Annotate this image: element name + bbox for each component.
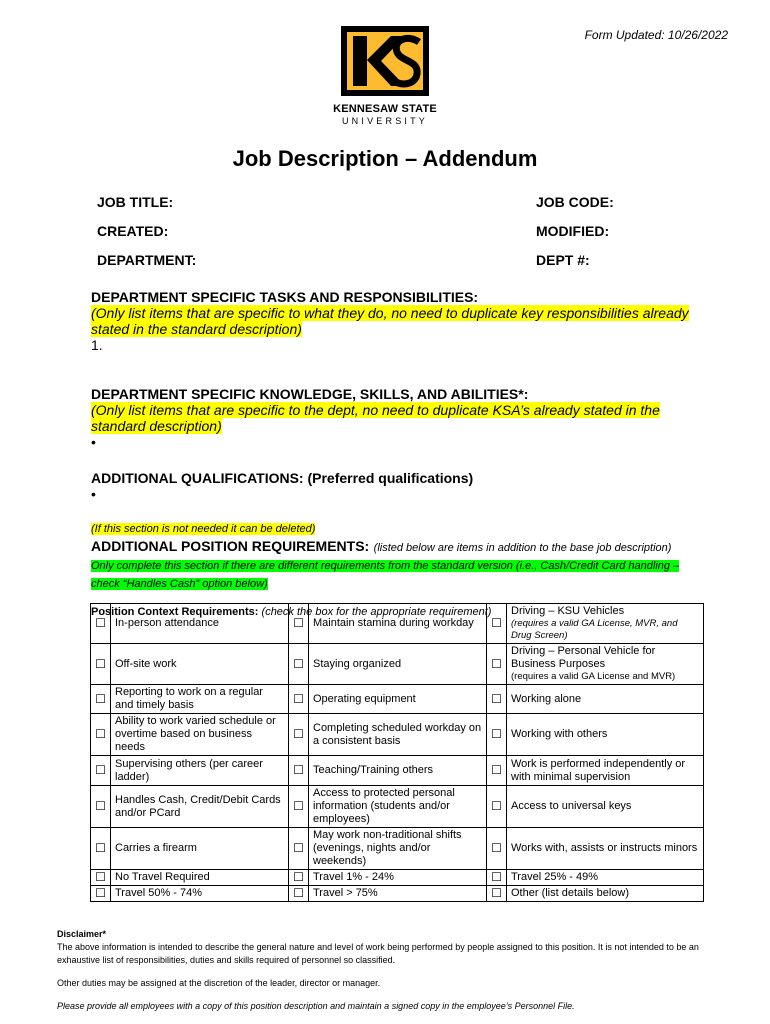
requirement-label bbox=[507, 644, 704, 685]
context-note: (check the box for the appropriate requirement) bbox=[261, 606, 492, 618]
requirement-label bbox=[111, 644, 289, 685]
requirement-text: Access to universal keys bbox=[511, 800, 632, 812]
driving-requirement-note: (requires a valid GA License and MVR) bbox=[511, 671, 676, 682]
table-row bbox=[91, 786, 704, 828]
disclaimer-p1: The above information is intended to describe the general nature and level of work being performed by people assigned to this position. It is not intended to be an exhaustive list of responsibilities, duties and skills required of personnel so classified. bbox=[57, 942, 699, 965]
table-row bbox=[91, 604, 704, 644]
requirement-checkbox[interactable]: ☐ bbox=[487, 828, 507, 870]
requirement-label bbox=[309, 756, 487, 786]
table-row bbox=[91, 886, 704, 902]
requirement-text: May work non-traditional shifts (evenings, nights and/or weekends) bbox=[313, 829, 462, 867]
table-row bbox=[91, 644, 704, 685]
requirement-text: Supervising others (per career ladder) bbox=[115, 757, 263, 783]
requirement-checkbox[interactable]: ☐ bbox=[91, 714, 111, 756]
disclaimer-p2: Other duties may be assigned at the discretion of the leader, director or manager. bbox=[57, 978, 381, 988]
job-title-label: JOB TITLE: bbox=[97, 194, 174, 210]
ksa-heading: DEPARTMENT SPECIFIC KNOWLEDGE, SKILLS, AND ABILITIES*: bbox=[91, 386, 529, 402]
requirement-checkbox[interactable]: ☐ bbox=[289, 828, 309, 870]
requirement-checkbox[interactable]: ☐ bbox=[289, 714, 309, 756]
requirement-checkbox[interactable]: ☐ bbox=[487, 604, 507, 644]
requirement-text: Work is performed independently or with minimal supervision bbox=[511, 757, 686, 783]
requirement-checkbox[interactable]: ☐ bbox=[289, 644, 309, 685]
requirement-label bbox=[507, 604, 704, 644]
table-row bbox=[91, 756, 704, 786]
requirement-text: Travel > 75% bbox=[313, 887, 378, 899]
requirement-checkbox[interactable]: ☐ bbox=[289, 685, 309, 714]
requirement-checkbox[interactable]: ☐ bbox=[487, 870, 507, 886]
requirement-label bbox=[111, 886, 289, 902]
tasks-item-1: 1. bbox=[91, 337, 103, 353]
created-label: CREATED: bbox=[97, 223, 169, 239]
table-row bbox=[91, 870, 704, 886]
requirement-checkbox[interactable]: ☐ bbox=[91, 886, 111, 902]
requirement-text: Working with others bbox=[511, 728, 608, 740]
requirement-label bbox=[507, 685, 704, 714]
requirement-checkbox[interactable]: ☐ bbox=[487, 685, 507, 714]
ks-logo-icon bbox=[337, 22, 433, 100]
job-code-label: JOB CODE: bbox=[536, 194, 614, 210]
requirement-label bbox=[111, 685, 289, 714]
disclaimer-heading: Disclaimer* bbox=[57, 929, 107, 939]
requirement-label bbox=[309, 886, 487, 902]
requirement-label bbox=[309, 604, 487, 644]
requirement-text: Access to protected personal information (students and/or employees) bbox=[313, 787, 455, 825]
requirement-text: Maintain stamina during workday bbox=[313, 617, 474, 629]
requirement-checkbox[interactable]: ☐ bbox=[487, 786, 507, 828]
requirement-label bbox=[309, 644, 487, 685]
driving-requirement-note: (requires a valid GA License, MVR, and Drug Screen) bbox=[511, 618, 678, 641]
page-title: Job Description – Addendum bbox=[232, 146, 538, 171]
requirement-text: Ability to work varied schedule or overtime based on business needs bbox=[115, 715, 276, 753]
requirement-checkbox[interactable]: ☐ bbox=[487, 886, 507, 902]
requirement-label bbox=[111, 786, 289, 828]
disclaimer-p3: Please provide all employees with a copy of this position description and maintain a signed copy in the employee’s Personnel File. bbox=[57, 1001, 575, 1011]
requirement-label bbox=[111, 828, 289, 870]
requirement-label bbox=[309, 786, 487, 828]
requirement-checkbox[interactable]: ☐ bbox=[289, 786, 309, 828]
requirement-text: Completing scheduled workday on a consistent basis bbox=[313, 721, 482, 747]
requirement-checkbox[interactable]: ☐ bbox=[91, 644, 111, 685]
requirement-label bbox=[111, 714, 289, 756]
position-heading: ADDITIONAL POSITION REQUIREMENTS: bbox=[91, 538, 370, 554]
requirement-label bbox=[111, 756, 289, 786]
requirement-checkbox[interactable]: ☐ bbox=[289, 886, 309, 902]
form-updated-date: Form Updated: 10/26/2022 bbox=[584, 28, 728, 42]
additional-bullet: • bbox=[91, 486, 96, 502]
table-row bbox=[91, 714, 704, 756]
requirement-text: Reporting to work on a regular and timely basis bbox=[115, 686, 263, 711]
requirement-text: Travel 1% - 24% bbox=[313, 871, 394, 883]
requirement-checkbox[interactable]: ☐ bbox=[91, 685, 111, 714]
additional-section bbox=[91, 470, 691, 502]
delete-note: (If this section is not needed it can be deleted) bbox=[91, 523, 316, 535]
requirement-text: Handles Cash, Credit/Debit Cards and/or PCard bbox=[115, 793, 281, 819]
requirement-text: No Travel Required bbox=[115, 871, 210, 883]
requirement-text: Other (list details below) bbox=[511, 887, 629, 899]
requirement-label bbox=[309, 870, 487, 886]
requirement-text: Driving – KSU Vehicles bbox=[511, 605, 625, 617]
dept-number-label: DEPT #: bbox=[536, 252, 590, 268]
ksa-bullet: • bbox=[91, 434, 96, 450]
requirements-table bbox=[90, 603, 704, 902]
modified-label: MODIFIED: bbox=[536, 223, 610, 239]
requirement-checkbox[interactable]: ☐ bbox=[289, 870, 309, 886]
requirement-label bbox=[507, 756, 704, 786]
requirement-text: Operating equipment bbox=[313, 692, 416, 705]
requirement-label bbox=[309, 828, 487, 870]
university-subtitle: UNIVERSITY bbox=[341, 116, 428, 126]
requirement-checkbox[interactable]: ☐ bbox=[91, 828, 111, 870]
requirement-checkbox[interactable]: ☐ bbox=[487, 644, 507, 685]
requirement-checkbox[interactable]: ☐ bbox=[289, 604, 309, 644]
requirement-text: Off-site work bbox=[115, 657, 177, 670]
requirement-checkbox[interactable]: ☐ bbox=[91, 786, 111, 828]
green-note-line1: Only complete this section if there are different requirements from the standard version (i.e., Cash/Credit Card handling – bbox=[91, 560, 680, 572]
requirement-text: Staying organized bbox=[313, 657, 402, 670]
context-label: Position Context Requirements: bbox=[91, 606, 259, 618]
tasks-note-line1: (Only list items that are specific to what they do, no need to duplicate key responsibilities already bbox=[91, 305, 689, 321]
requirement-text: Travel 50% - 74% bbox=[115, 887, 203, 899]
requirement-label bbox=[309, 685, 487, 714]
table-row bbox=[91, 828, 704, 870]
ksa-note-line2: standard description) bbox=[91, 418, 222, 434]
green-note-line2: check “Handles Cash” option below) bbox=[91, 578, 268, 590]
requirement-text: Carries a firearm bbox=[115, 842, 197, 854]
ksa-section bbox=[91, 386, 691, 450]
requirement-text: In-person attendance bbox=[115, 617, 219, 629]
department-label: DEPARTMENT: bbox=[97, 252, 197, 268]
requirement-label bbox=[507, 714, 704, 756]
requirement-label bbox=[507, 786, 704, 828]
disclaimer bbox=[57, 928, 717, 1013]
requirement-checkbox[interactable]: ☐ bbox=[91, 756, 111, 786]
requirement-checkbox[interactable]: ☐ bbox=[91, 870, 111, 886]
university-logo bbox=[325, 22, 445, 126]
requirement-text: Works with, assists or instructs minors bbox=[511, 842, 698, 854]
tasks-section bbox=[91, 289, 691, 353]
requirement-label bbox=[507, 870, 704, 886]
additional-heading: ADDITIONAL QUALIFICATIONS: (Preferred qualifications) bbox=[91, 470, 474, 486]
requirement-label bbox=[309, 714, 487, 756]
requirement-label bbox=[507, 828, 704, 870]
position-heading-note: (listed below are items in addition to the base job description) bbox=[373, 542, 672, 554]
requirement-text: Working alone bbox=[511, 692, 582, 705]
requirement-checkbox[interactable]: ☐ bbox=[91, 604, 111, 644]
table-row bbox=[91, 685, 704, 714]
requirement-label bbox=[111, 870, 289, 886]
requirement-label bbox=[507, 886, 704, 902]
requirement-text: Driving – Personal Vehicle for Business Purposes bbox=[511, 645, 656, 670]
ksa-note-line1: (Only list items that are specific to the dept, no need to duplicate KSA’s already stated in the bbox=[91, 402, 660, 418]
requirement-text: Travel 25% - 49% bbox=[511, 871, 599, 883]
tasks-heading: DEPARTMENT SPECIFIC TASKS AND RESPONSIBILITIES: bbox=[91, 289, 479, 305]
requirement-checkbox[interactable]: ☐ bbox=[289, 756, 309, 786]
requirement-checkbox[interactable]: ☐ bbox=[487, 714, 507, 756]
requirement-label bbox=[111, 604, 289, 644]
tasks-note-line2: stated in the standard description) bbox=[91, 321, 302, 337]
university-name: KENNESAW STATE bbox=[333, 103, 437, 115]
requirement-text: Teaching/Training others bbox=[313, 764, 434, 776]
requirement-checkbox[interactable]: ☐ bbox=[487, 756, 507, 786]
